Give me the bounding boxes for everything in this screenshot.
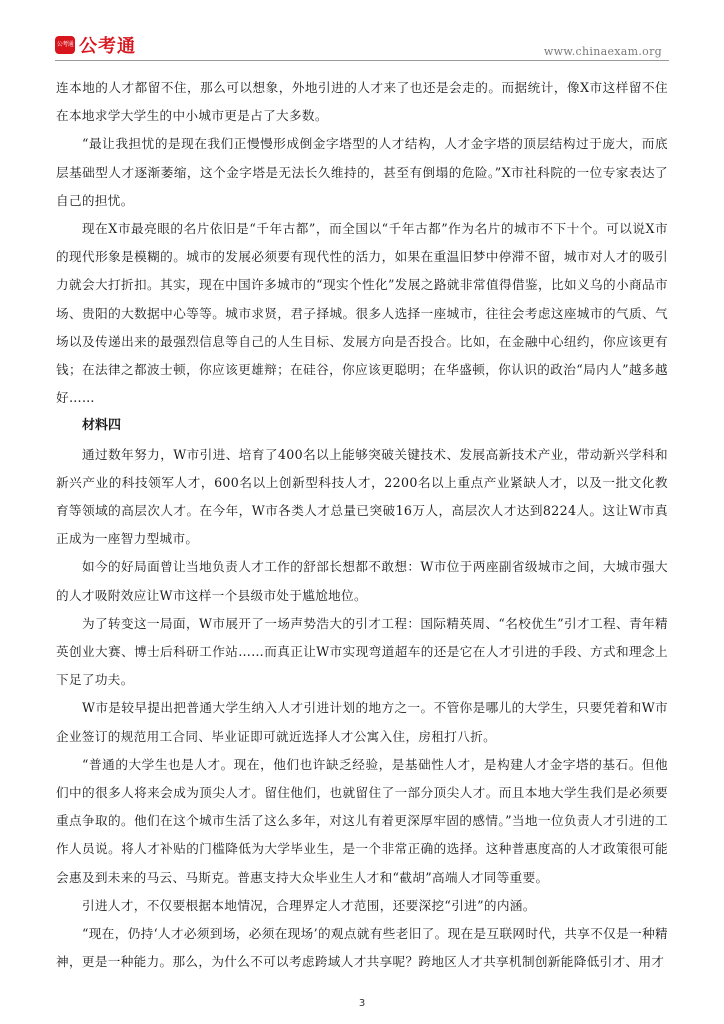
paragraph: 如今的好局面曾让当地负责人才工作的舒部长想都不敢想：W市位于两座副省级城市之间，大城市强大的人才吸附效应让W市这样一个县级市处于尴尬地位。 — [56, 559, 668, 603]
paragraph: “普通的大学生也是人才。现在，他们也许缺乏经验，是基础性人才，是构建人才金字塔的基石。但他们中的很多人将来会成为顶尖人才。留住他们，也就留住了一部分顶尖人才。而且本地大学生我们是必须要重点争取的。他们在这个城市生活了这么多年，对这儿有着更深厚牢固的感情。”当地一位负责人才引进的工作人员说。将人才补贴的门槛降低为大学毕业生，是一个非常正确的选择。这种普惠度高的人才政策很可能会惠及到未来的马云、马斯克。普惠支持大众毕业生人才和“截胡”高端人才同等重要。 — [56, 756, 668, 885]
paragraph: 为了转变这一局面，W市展开了一场声势浩大的引才工程：国际精英周、“名校优生”引才工程、青年精英创业大赛、博士后科研工作站……而真正让W市实现弯道超车的还是它在人才引进的手段、方式和理念上下足了功夫。 — [56, 615, 668, 688]
section-heading: 材料四 — [82, 418, 122, 434]
logo[interactable] — [55, 32, 136, 58]
paragraph: “现在，仍持‘人才必须到场，必须在现场’的观点就有些老旧了。现在是互联网时代，共享不仅是一种精神，更是一种能力。那么，为什么不可以考虑跨域人才共享呢？跨地区人才共享机制创新能降低引才、用才 — [56, 926, 668, 970]
page-header — [0, 0, 724, 62]
paragraph: “最让我担忧的是现在我们正慢慢形成倒金字塔型的人才结构，人才金字塔的顶层结构过于庞大，而底层基础型人才逐渐萎缩，这个金字塔是无法长久维持的，甚至有倒塌的危险。”X市社科院的一位专家表达了自己的担忧。 — [56, 136, 668, 208]
page-number: 3 — [358, 998, 366, 1009]
paragraph: W市是较早提出把普通大学生纳入人才引进计划的地方之一。不管你是哪儿的大学生，只要凭着和W市企业签订的规范用工合同、毕业证即可就近选择人才公寓入住，房租打八折。 — [56, 700, 668, 744]
paragraph: 通过数年努力，W市引进、培育了400名以上能够突破关键技术、发展高新技术产业，带动新兴学科和新兴产业的科技领军人才，600名以上创新型科技人才，2200名以上重点产业紧缺人才，以及一批文化教育等领域的高层次人才。在今年，W市各类人才总量已突破16万人，高层次人才达到8224人。这让W市真正成为一座智力型城市。 — [56, 446, 668, 547]
paragraph: 现在X市最亮眼的名片依旧是“千年古都”，而全国以“千年古都”作为名片的城市不下十个。可以说X市的现代形象是模糊的。城市的发展必须要有现代性的活力，如果在重温旧梦中停滞不留，城市对人才的吸引力就会大打折扣。其实，现在中国许多城市的“现实个性化”发展之路就非常值得借鉴，比如义乌的小商品市场、贵阳的大数据中心等等。城市求贤，君子择城。很多人选择一座城市，往往会考虑这座城市的气质、气场以及传递出来的最强烈信息等自己的人生目标、发展方向是否投合。比如，在金融中心纽约，你应该更有钱；在法律之都波士顿，你应该更雄辩；在硅谷，你应该更聪明；在华盛顿，你认识的政治“局内人”越多越好…… — [56, 221, 668, 406]
paragraph: 连本地的人才都留不住，那么可以想象，外地引进的人才来了也还是会走的。而据统计，像X市这样留不住在本地求学大学生的中小城市更是占了大多数。 — [56, 80, 668, 124]
header-divider — [55, 60, 669, 61]
site-url[interactable]: www.chinaexam.org — [543, 45, 662, 58]
paragraph: 引进人才，不仅要根据本地情况，合理界定人才范围，还要深挖“引进”的内涵。 — [82, 897, 536, 913]
logo-text: 公考通 — [79, 36, 136, 57]
logo-mark-icon: 公考通 — [55, 36, 75, 54]
document-body — [56, 74, 668, 977]
